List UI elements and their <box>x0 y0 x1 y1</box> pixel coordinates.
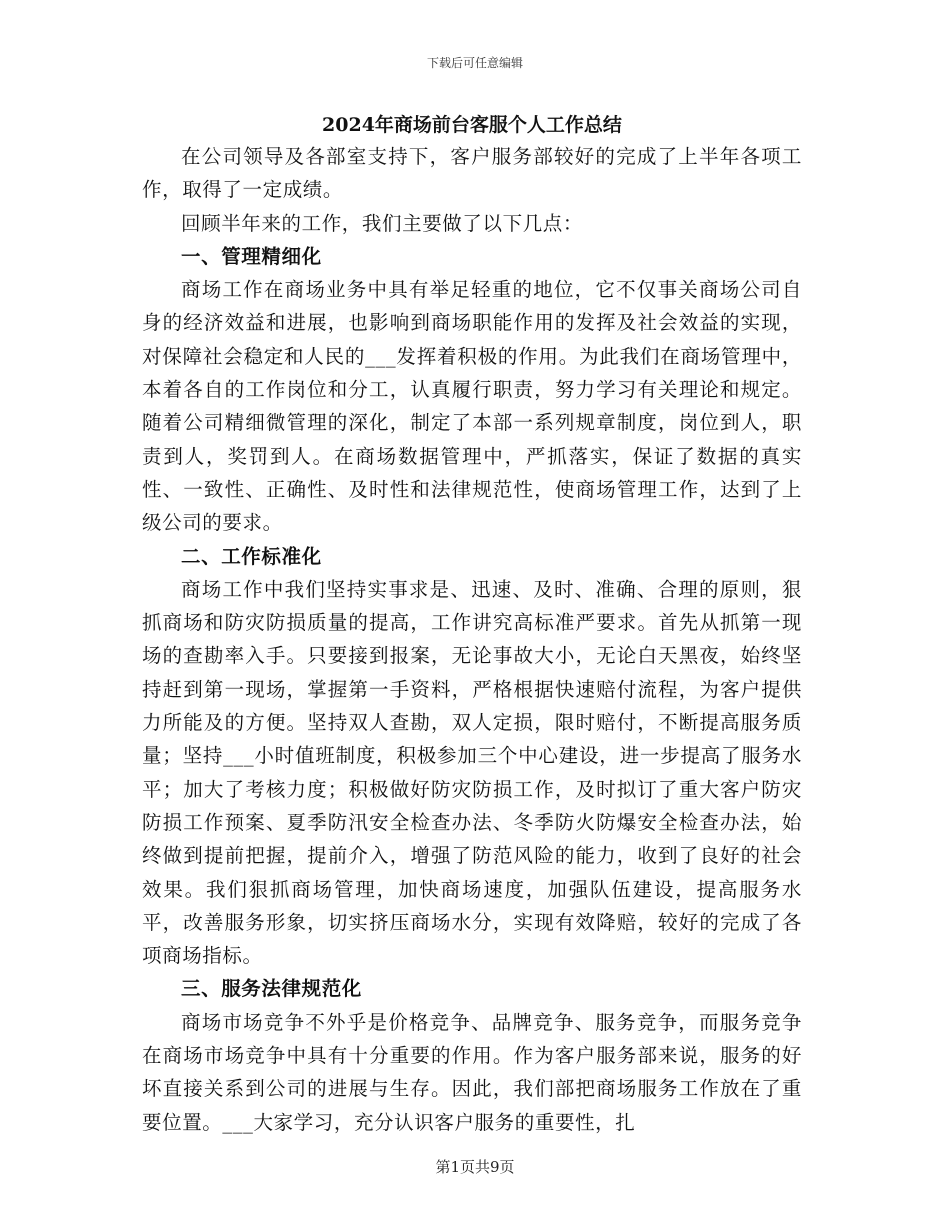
section-heading-management: 一、管理精细化 <box>181 244 322 268</box>
paragraph-standardization: 商场工作中我们坚持实事求是、迅速、及时、准确、合理的原则，狠抓商场和防灾防损质量的提高，工作讲究高标准严要求。首先从抓第一现场的查勘率入手。只要接到报案，无论事故大小，无论白天黑夜，始终坚持赶到第一现场，掌握第一手资料，严格根据快速赔付流程，为客户提供力所能及的方便。坚持双人查勘，双人定损，限时赔付，不断提高服务质量；坚持___小时值班制度，积极参加三个中心建设，进一步提高了服务水平；加大了考核力度；积极做好防灾防损工作，及时拟订了重大客户防灾防损工作预案、夏季防汛安全检查办法、冬季防火防爆安全检查办法，始终做到提前把握，提前介入，增强了防范风险的能力，收到了良好的社会效果。我们狠抓商场管理，加快商场速度，加强队伍建设，提高服务水平，改善服务形象，切实挤压商场水分，实现有效降赔，较好的完成了各项商场指标。 <box>142 577 802 968</box>
paragraph-management: 商场工作在商场业务中具有举足轻重的地位，它不仅事关商场公司自身的经济效益和进展，也影响到商场职能作用的发挥及社会效益的实现，对保障社会稳定和人民的___发挥着积极的作用。为此我们在商场管理中，本着各自的工作岗位和分工，认真履行职责，努力学习有关理论和规定。随着公司精细微管理的深化，制定了本部一系列规章制度，岗位到人，职责到人，奖罚到人。在商场数据管理中，严抓落实，保证了数据的真实性、一致性、正确性、及时性和法律规范性，使商场管理工作，达到了上级公司的要求。 <box>142 278 802 535</box>
paragraph-service: 商场市场竞争不外乎是价格竞争、品牌竞争、服务竞争，而服务竞争在商场市场竞争中具有十分重要的作用。作为客户服务部来说，服务的好坏直接关系到公司的进展与生存。因此，我们部把商场服务工作放在了重要位置。___大家学习，充分认识客户服务的重要性，扎 <box>142 1010 802 1134</box>
paragraph-review: 回顾半年来的工作，我们主要做了以下几点： <box>181 211 584 235</box>
document-body <box>142 110 802 1139</box>
page-footer: 第1页共9页 <box>435 1158 515 1176</box>
paragraph-intro: 在公司领导及各部室支持下，客户服务部较好的完成了上半年各项工作，取得了一定成绩。 <box>142 145 802 202</box>
page-header: 下载后可任意编辑 <box>426 56 523 70</box>
section-heading-standardization: 二、工作标准化 <box>181 544 322 568</box>
section-heading-service: 三、服务法律规范化 <box>181 977 362 1001</box>
document-title: 2024年商场前台客服个人工作总结 <box>322 114 622 136</box>
